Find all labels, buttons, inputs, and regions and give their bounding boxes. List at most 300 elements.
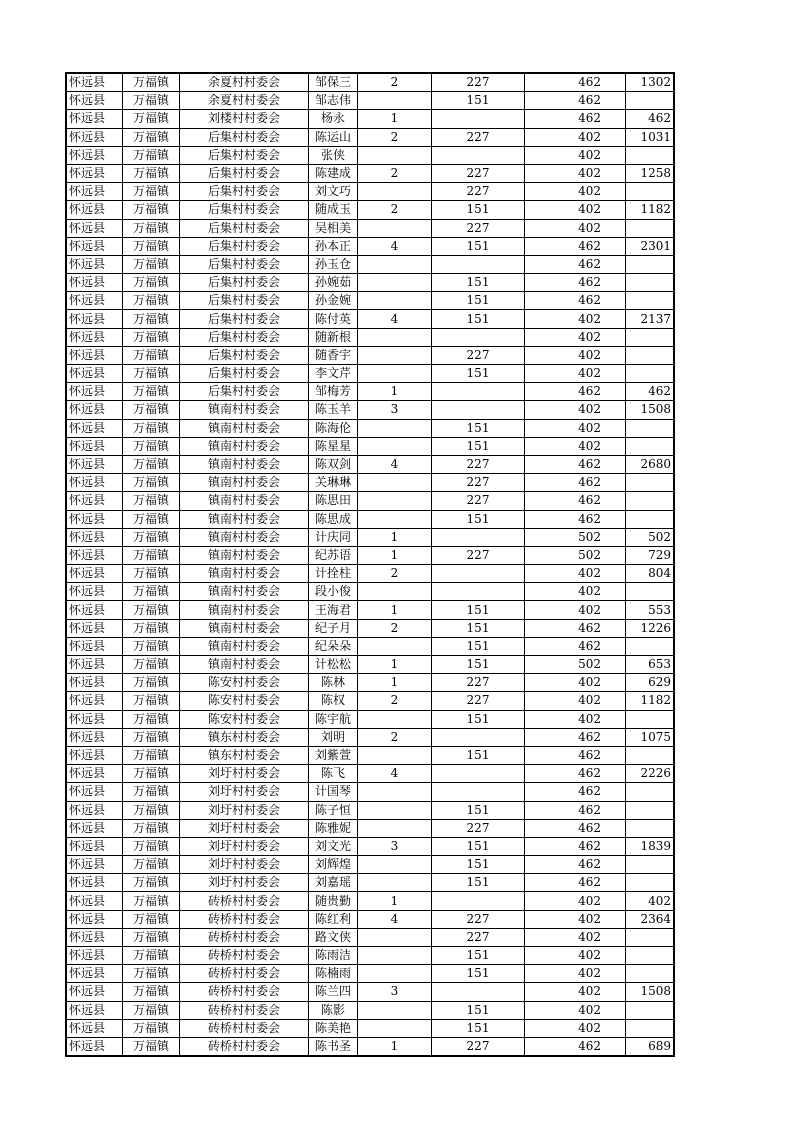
table-row bbox=[66, 492, 674, 510]
cell-n2 bbox=[432, 383, 525, 401]
cell-n4 bbox=[626, 219, 675, 237]
cell-n2: 151 bbox=[432, 637, 525, 655]
cell-n1: 1 bbox=[358, 110, 432, 128]
cell-name: 李文芹 bbox=[309, 365, 358, 383]
table-row bbox=[66, 856, 674, 874]
cell-n2: 151 bbox=[432, 856, 525, 874]
cell-n1 bbox=[358, 965, 432, 983]
cell-county: 怀远县 bbox=[66, 92, 123, 110]
cell-n3: 402 bbox=[525, 183, 626, 201]
cell-town: 万福镇 bbox=[123, 637, 180, 655]
cell-county: 怀远县 bbox=[66, 892, 123, 910]
cell-n2: 151 bbox=[432, 801, 525, 819]
cell-n4 bbox=[626, 292, 675, 310]
table-row bbox=[66, 565, 674, 583]
cell-n4: 402 bbox=[626, 892, 675, 910]
cell-n1 bbox=[358, 219, 432, 237]
cell-county: 怀远县 bbox=[66, 292, 123, 310]
cell-village: 后集村村委会 bbox=[180, 146, 309, 164]
cell-n3: 462 bbox=[525, 92, 626, 110]
table-row bbox=[66, 947, 674, 965]
cell-n4 bbox=[626, 819, 675, 837]
cell-town: 万福镇 bbox=[123, 219, 180, 237]
cell-town: 万福镇 bbox=[123, 983, 180, 1001]
cell-n3: 402 bbox=[525, 201, 626, 219]
cell-town: 万福镇 bbox=[123, 819, 180, 837]
cell-town: 万福镇 bbox=[123, 146, 180, 164]
cell-village: 砖桥村村委会 bbox=[180, 910, 309, 928]
cell-n2: 151 bbox=[432, 947, 525, 965]
table-row bbox=[66, 92, 674, 110]
cell-n3: 402 bbox=[525, 346, 626, 364]
table-row bbox=[66, 692, 674, 710]
cell-n3: 402 bbox=[525, 965, 626, 983]
cell-county: 怀远县 bbox=[66, 492, 123, 510]
cell-county: 怀远县 bbox=[66, 965, 123, 983]
cell-n2 bbox=[432, 528, 525, 546]
cell-n3: 462 bbox=[525, 728, 626, 746]
cell-county: 怀远县 bbox=[66, 546, 123, 564]
cell-town: 万福镇 bbox=[123, 565, 180, 583]
cell-n1: 3 bbox=[358, 983, 432, 1001]
cell-n3: 402 bbox=[525, 1019, 626, 1037]
cell-n2: 151 bbox=[432, 310, 525, 328]
cell-village: 刘圩村村委会 bbox=[180, 783, 309, 801]
cell-n2: 151 bbox=[432, 201, 525, 219]
cell-town: 万福镇 bbox=[123, 110, 180, 128]
cell-village: 后集村村委会 bbox=[180, 237, 309, 255]
cell-village: 后集村村委会 bbox=[180, 346, 309, 364]
cell-county: 怀远县 bbox=[66, 656, 123, 674]
cell-n1 bbox=[358, 874, 432, 892]
cell-town: 万福镇 bbox=[123, 546, 180, 564]
cell-n1 bbox=[358, 437, 432, 455]
table-row bbox=[66, 965, 674, 983]
table-row bbox=[66, 201, 674, 219]
cell-town: 万福镇 bbox=[123, 874, 180, 892]
cell-n4: 1508 bbox=[626, 401, 675, 419]
cell-village: 后集村村委会 bbox=[180, 365, 309, 383]
cell-n4: 2226 bbox=[626, 765, 675, 783]
cell-n2: 227 bbox=[432, 674, 525, 692]
cell-county: 怀远县 bbox=[66, 692, 123, 710]
cell-town: 万福镇 bbox=[123, 710, 180, 728]
cell-village: 刘圩村村委会 bbox=[180, 856, 309, 874]
table-row bbox=[66, 819, 674, 837]
cell-county: 怀远县 bbox=[66, 674, 123, 692]
cell-n3: 462 bbox=[525, 637, 626, 655]
cell-n3: 462 bbox=[525, 746, 626, 764]
cell-n1 bbox=[358, 183, 432, 201]
cell-n3: 402 bbox=[525, 419, 626, 437]
cell-n1 bbox=[358, 274, 432, 292]
cell-county: 怀远县 bbox=[66, 437, 123, 455]
cell-county: 怀远县 bbox=[66, 383, 123, 401]
cell-n1: 4 bbox=[358, 237, 432, 255]
cell-name: 刘文光 bbox=[309, 837, 358, 855]
table-row bbox=[66, 1037, 674, 1056]
cell-n2: 227 bbox=[432, 492, 525, 510]
cell-town: 万福镇 bbox=[123, 619, 180, 637]
cell-name: 刘文巧 bbox=[309, 183, 358, 201]
cell-n1 bbox=[358, 419, 432, 437]
cell-village: 镇南村村委会 bbox=[180, 546, 309, 564]
cell-n2: 227 bbox=[432, 819, 525, 837]
cell-village: 余夏村村委会 bbox=[180, 92, 309, 110]
cell-village: 镇东村村委会 bbox=[180, 728, 309, 746]
cell-county: 怀远县 bbox=[66, 346, 123, 364]
cell-name: 陈付英 bbox=[309, 310, 358, 328]
table-row bbox=[66, 474, 674, 492]
cell-n1 bbox=[358, 474, 432, 492]
cell-n4 bbox=[626, 783, 675, 801]
cell-n3: 402 bbox=[525, 1001, 626, 1019]
cell-n3: 402 bbox=[525, 365, 626, 383]
cell-town: 万福镇 bbox=[123, 510, 180, 528]
table-body bbox=[66, 73, 674, 1056]
cell-county: 怀远县 bbox=[66, 765, 123, 783]
cell-n3: 502 bbox=[525, 528, 626, 546]
cell-name: 刘紫萱 bbox=[309, 746, 358, 764]
cell-n1: 1 bbox=[358, 383, 432, 401]
cell-name: 陈建成 bbox=[309, 164, 358, 182]
cell-n2: 227 bbox=[432, 346, 525, 364]
cell-n4 bbox=[626, 801, 675, 819]
cell-n3: 402 bbox=[525, 328, 626, 346]
cell-name: 计拴柱 bbox=[309, 565, 358, 583]
cell-n3: 402 bbox=[525, 947, 626, 965]
cell-n1: 3 bbox=[358, 837, 432, 855]
cell-county: 怀远县 bbox=[66, 801, 123, 819]
cell-n2: 227 bbox=[432, 183, 525, 201]
cell-n2: 151 bbox=[432, 874, 525, 892]
cell-county: 怀远县 bbox=[66, 528, 123, 546]
cell-county: 怀远县 bbox=[66, 455, 123, 473]
cell-county: 怀远县 bbox=[66, 728, 123, 746]
cell-town: 万福镇 bbox=[123, 728, 180, 746]
cell-n4 bbox=[626, 328, 675, 346]
cell-n2 bbox=[432, 783, 525, 801]
table-row bbox=[66, 401, 674, 419]
table-row bbox=[66, 1019, 674, 1037]
cell-n1 bbox=[358, 746, 432, 764]
cell-county: 怀远县 bbox=[66, 219, 123, 237]
cell-name: 邹志伟 bbox=[309, 92, 358, 110]
table-row bbox=[66, 674, 674, 692]
cell-n1 bbox=[358, 292, 432, 310]
cell-town: 万福镇 bbox=[123, 310, 180, 328]
cell-n3: 402 bbox=[525, 164, 626, 182]
cell-village: 后集村村委会 bbox=[180, 310, 309, 328]
cell-name: 陈思田 bbox=[309, 492, 358, 510]
cell-n4: 553 bbox=[626, 601, 675, 619]
cell-name: 陈双剑 bbox=[309, 455, 358, 473]
cell-n1 bbox=[358, 856, 432, 874]
cell-n2 bbox=[432, 583, 525, 601]
cell-n4 bbox=[626, 437, 675, 455]
cell-n3: 462 bbox=[525, 619, 626, 637]
cell-n3: 402 bbox=[525, 219, 626, 237]
table-row bbox=[66, 437, 674, 455]
table-row bbox=[66, 346, 674, 364]
table-row bbox=[66, 619, 674, 637]
cell-n4: 729 bbox=[626, 546, 675, 564]
table-row bbox=[66, 637, 674, 655]
cell-n1 bbox=[358, 819, 432, 837]
table-row bbox=[66, 837, 674, 855]
cell-village: 砖桥村村委会 bbox=[180, 928, 309, 946]
cell-name: 陈运山 bbox=[309, 128, 358, 146]
cell-n3: 462 bbox=[525, 819, 626, 837]
cell-town: 万福镇 bbox=[123, 164, 180, 182]
cell-town: 万福镇 bbox=[123, 419, 180, 437]
cell-name: 陈林 bbox=[309, 674, 358, 692]
cell-n1 bbox=[358, 583, 432, 601]
cell-n3: 462 bbox=[525, 1037, 626, 1056]
cell-n1: 2 bbox=[358, 565, 432, 583]
cell-n2 bbox=[432, 983, 525, 1001]
cell-n2: 151 bbox=[432, 619, 525, 637]
cell-name: 孙婉茹 bbox=[309, 274, 358, 292]
cell-town: 万福镇 bbox=[123, 128, 180, 146]
cell-village: 后集村村委会 bbox=[180, 201, 309, 219]
cell-town: 万福镇 bbox=[123, 801, 180, 819]
cell-n1: 2 bbox=[358, 73, 432, 92]
cell-n1: 1 bbox=[358, 892, 432, 910]
cell-n2: 227 bbox=[432, 164, 525, 182]
cell-n2 bbox=[432, 146, 525, 164]
table-row bbox=[66, 874, 674, 892]
cell-town: 万福镇 bbox=[123, 674, 180, 692]
cell-n1 bbox=[358, 1001, 432, 1019]
cell-n4: 1226 bbox=[626, 619, 675, 637]
cell-county: 怀远县 bbox=[66, 583, 123, 601]
cell-village: 镇南村村委会 bbox=[180, 565, 309, 583]
cell-n4: 2680 bbox=[626, 455, 675, 473]
cell-village: 后集村村委会 bbox=[180, 255, 309, 273]
cell-n1: 2 bbox=[358, 692, 432, 710]
cell-n3: 402 bbox=[525, 892, 626, 910]
cell-village: 后集村村委会 bbox=[180, 183, 309, 201]
cell-name: 关琳琳 bbox=[309, 474, 358, 492]
cell-name: 陈红利 bbox=[309, 910, 358, 928]
cell-n3: 462 bbox=[525, 492, 626, 510]
table-row bbox=[66, 746, 674, 764]
cell-n4: 1258 bbox=[626, 164, 675, 182]
table-row bbox=[66, 365, 674, 383]
cell-village: 后集村村委会 bbox=[180, 328, 309, 346]
cell-county: 怀远县 bbox=[66, 401, 123, 419]
cell-n3: 402 bbox=[525, 692, 626, 710]
cell-name: 陈雨洁 bbox=[309, 947, 358, 965]
cell-n1: 2 bbox=[358, 619, 432, 637]
cell-village: 砖桥村村委会 bbox=[180, 983, 309, 1001]
cell-n2: 151 bbox=[432, 274, 525, 292]
table-row bbox=[66, 73, 674, 92]
cell-n4: 1075 bbox=[626, 728, 675, 746]
cell-n2: 227 bbox=[432, 546, 525, 564]
cell-village: 陈安村村委会 bbox=[180, 710, 309, 728]
cell-n4 bbox=[626, 492, 675, 510]
cell-n3: 462 bbox=[525, 783, 626, 801]
cell-n4: 462 bbox=[626, 110, 675, 128]
cell-village: 后集村村委会 bbox=[180, 219, 309, 237]
cell-town: 万福镇 bbox=[123, 274, 180, 292]
cell-n2: 227 bbox=[432, 219, 525, 237]
cell-name: 计松松 bbox=[309, 656, 358, 674]
cell-village: 刘圩村村委会 bbox=[180, 874, 309, 892]
cell-town: 万福镇 bbox=[123, 201, 180, 219]
cell-n4 bbox=[626, 856, 675, 874]
cell-n2: 227 bbox=[432, 910, 525, 928]
table-row bbox=[66, 237, 674, 255]
cell-town: 万福镇 bbox=[123, 455, 180, 473]
cell-n1: 2 bbox=[358, 164, 432, 182]
cell-n3: 462 bbox=[525, 73, 626, 92]
cell-n2: 227 bbox=[432, 455, 525, 473]
cell-n4: 1839 bbox=[626, 837, 675, 855]
cell-county: 怀远县 bbox=[66, 983, 123, 1001]
table-row bbox=[66, 310, 674, 328]
cell-county: 怀远县 bbox=[66, 128, 123, 146]
cell-town: 万福镇 bbox=[123, 528, 180, 546]
cell-n4 bbox=[626, 474, 675, 492]
cell-n4 bbox=[626, 510, 675, 528]
table-row bbox=[66, 110, 674, 128]
cell-n3: 462 bbox=[525, 255, 626, 273]
cell-n2: 151 bbox=[432, 1001, 525, 1019]
cell-village: 镇南村村委会 bbox=[180, 492, 309, 510]
cell-county: 怀远县 bbox=[66, 310, 123, 328]
cell-village: 镇南村村委会 bbox=[180, 455, 309, 473]
cell-n3: 402 bbox=[525, 601, 626, 619]
cell-town: 万福镇 bbox=[123, 492, 180, 510]
cell-town: 万福镇 bbox=[123, 383, 180, 401]
cell-village: 砖桥村村委会 bbox=[180, 947, 309, 965]
cell-name: 段小俊 bbox=[309, 583, 358, 601]
cell-n1 bbox=[358, 146, 432, 164]
cell-village: 镇南村村委会 bbox=[180, 419, 309, 437]
cell-n4: 1302 bbox=[626, 73, 675, 92]
cell-town: 万福镇 bbox=[123, 837, 180, 855]
cell-n4 bbox=[626, 92, 675, 110]
cell-town: 万福镇 bbox=[123, 856, 180, 874]
cell-n1: 1 bbox=[358, 1037, 432, 1056]
cell-n1: 2 bbox=[358, 128, 432, 146]
cell-village: 陈安村村委会 bbox=[180, 674, 309, 692]
cell-town: 万福镇 bbox=[123, 237, 180, 255]
cell-n4: 2137 bbox=[626, 310, 675, 328]
table-row bbox=[66, 455, 674, 473]
cell-n1: 4 bbox=[358, 310, 432, 328]
cell-n2 bbox=[432, 892, 525, 910]
cell-n1: 1 bbox=[358, 601, 432, 619]
cell-name: 吴相美 bbox=[309, 219, 358, 237]
cell-county: 怀远县 bbox=[66, 710, 123, 728]
table-row bbox=[66, 146, 674, 164]
cell-village: 镇南村村委会 bbox=[180, 601, 309, 619]
cell-town: 万福镇 bbox=[123, 255, 180, 273]
cell-n3: 462 bbox=[525, 237, 626, 255]
cell-village: 陈安村村委会 bbox=[180, 692, 309, 710]
cell-name: 计庆同 bbox=[309, 528, 358, 546]
cell-village: 砖桥村村委会 bbox=[180, 892, 309, 910]
cell-n4: 2301 bbox=[626, 237, 675, 255]
table-row bbox=[66, 910, 674, 928]
cell-village: 砖桥村村委会 bbox=[180, 965, 309, 983]
cell-county: 怀远县 bbox=[66, 510, 123, 528]
cell-name: 孙玉仓 bbox=[309, 255, 358, 273]
cell-name: 随贵勤 bbox=[309, 892, 358, 910]
cell-n1 bbox=[358, 1019, 432, 1037]
cell-n1 bbox=[358, 783, 432, 801]
cell-n3: 462 bbox=[525, 455, 626, 473]
cell-n2 bbox=[432, 401, 525, 419]
table-row bbox=[66, 274, 674, 292]
cell-county: 怀远县 bbox=[66, 274, 123, 292]
cell-n4: 502 bbox=[626, 528, 675, 546]
cell-village: 后集村村委会 bbox=[180, 383, 309, 401]
cell-name: 陈兰四 bbox=[309, 983, 358, 1001]
cell-n2 bbox=[432, 110, 525, 128]
cell-n2: 227 bbox=[432, 692, 525, 710]
cell-n3: 402 bbox=[525, 437, 626, 455]
cell-village: 镇南村村委会 bbox=[180, 474, 309, 492]
cell-n1: 4 bbox=[358, 765, 432, 783]
cell-n2: 151 bbox=[432, 965, 525, 983]
cell-town: 万福镇 bbox=[123, 892, 180, 910]
cell-n3: 402 bbox=[525, 928, 626, 946]
cell-town: 万福镇 bbox=[123, 92, 180, 110]
cell-county: 怀远县 bbox=[66, 783, 123, 801]
cell-n3: 402 bbox=[525, 983, 626, 1001]
cell-town: 万福镇 bbox=[123, 783, 180, 801]
cell-name: 邹梅芳 bbox=[309, 383, 358, 401]
table-row bbox=[66, 928, 674, 946]
cell-n3: 402 bbox=[525, 401, 626, 419]
cell-town: 万福镇 bbox=[123, 746, 180, 764]
table-row bbox=[66, 164, 674, 182]
cell-n3: 402 bbox=[525, 128, 626, 146]
cell-n2: 151 bbox=[432, 656, 525, 674]
cell-n2: 227 bbox=[432, 928, 525, 946]
cell-name: 孙本正 bbox=[309, 237, 358, 255]
cell-n3: 502 bbox=[525, 546, 626, 564]
cell-n3: 402 bbox=[525, 910, 626, 928]
cell-n4: 2364 bbox=[626, 910, 675, 928]
cell-village: 后集村村委会 bbox=[180, 164, 309, 182]
cell-county: 怀远县 bbox=[66, 619, 123, 637]
cell-county: 怀远县 bbox=[66, 746, 123, 764]
cell-n2: 227 bbox=[432, 73, 525, 92]
cell-county: 怀远县 bbox=[66, 1037, 123, 1056]
cell-name: 刘明 bbox=[309, 728, 358, 746]
cell-village: 砖桥村村委会 bbox=[180, 1001, 309, 1019]
cell-village: 镇南村村委会 bbox=[180, 528, 309, 546]
cell-n4 bbox=[626, 146, 675, 164]
cell-town: 万福镇 bbox=[123, 183, 180, 201]
cell-n1 bbox=[358, 801, 432, 819]
cell-name: 陈海伦 bbox=[309, 419, 358, 437]
table-row bbox=[66, 728, 674, 746]
cell-name: 纪苏语 bbox=[309, 546, 358, 564]
cell-n3: 462 bbox=[525, 274, 626, 292]
cell-n4 bbox=[626, 947, 675, 965]
cell-n2: 151 bbox=[432, 837, 525, 855]
cell-n2: 151 bbox=[432, 365, 525, 383]
cell-town: 万福镇 bbox=[123, 346, 180, 364]
cell-name: 刘辉煌 bbox=[309, 856, 358, 874]
